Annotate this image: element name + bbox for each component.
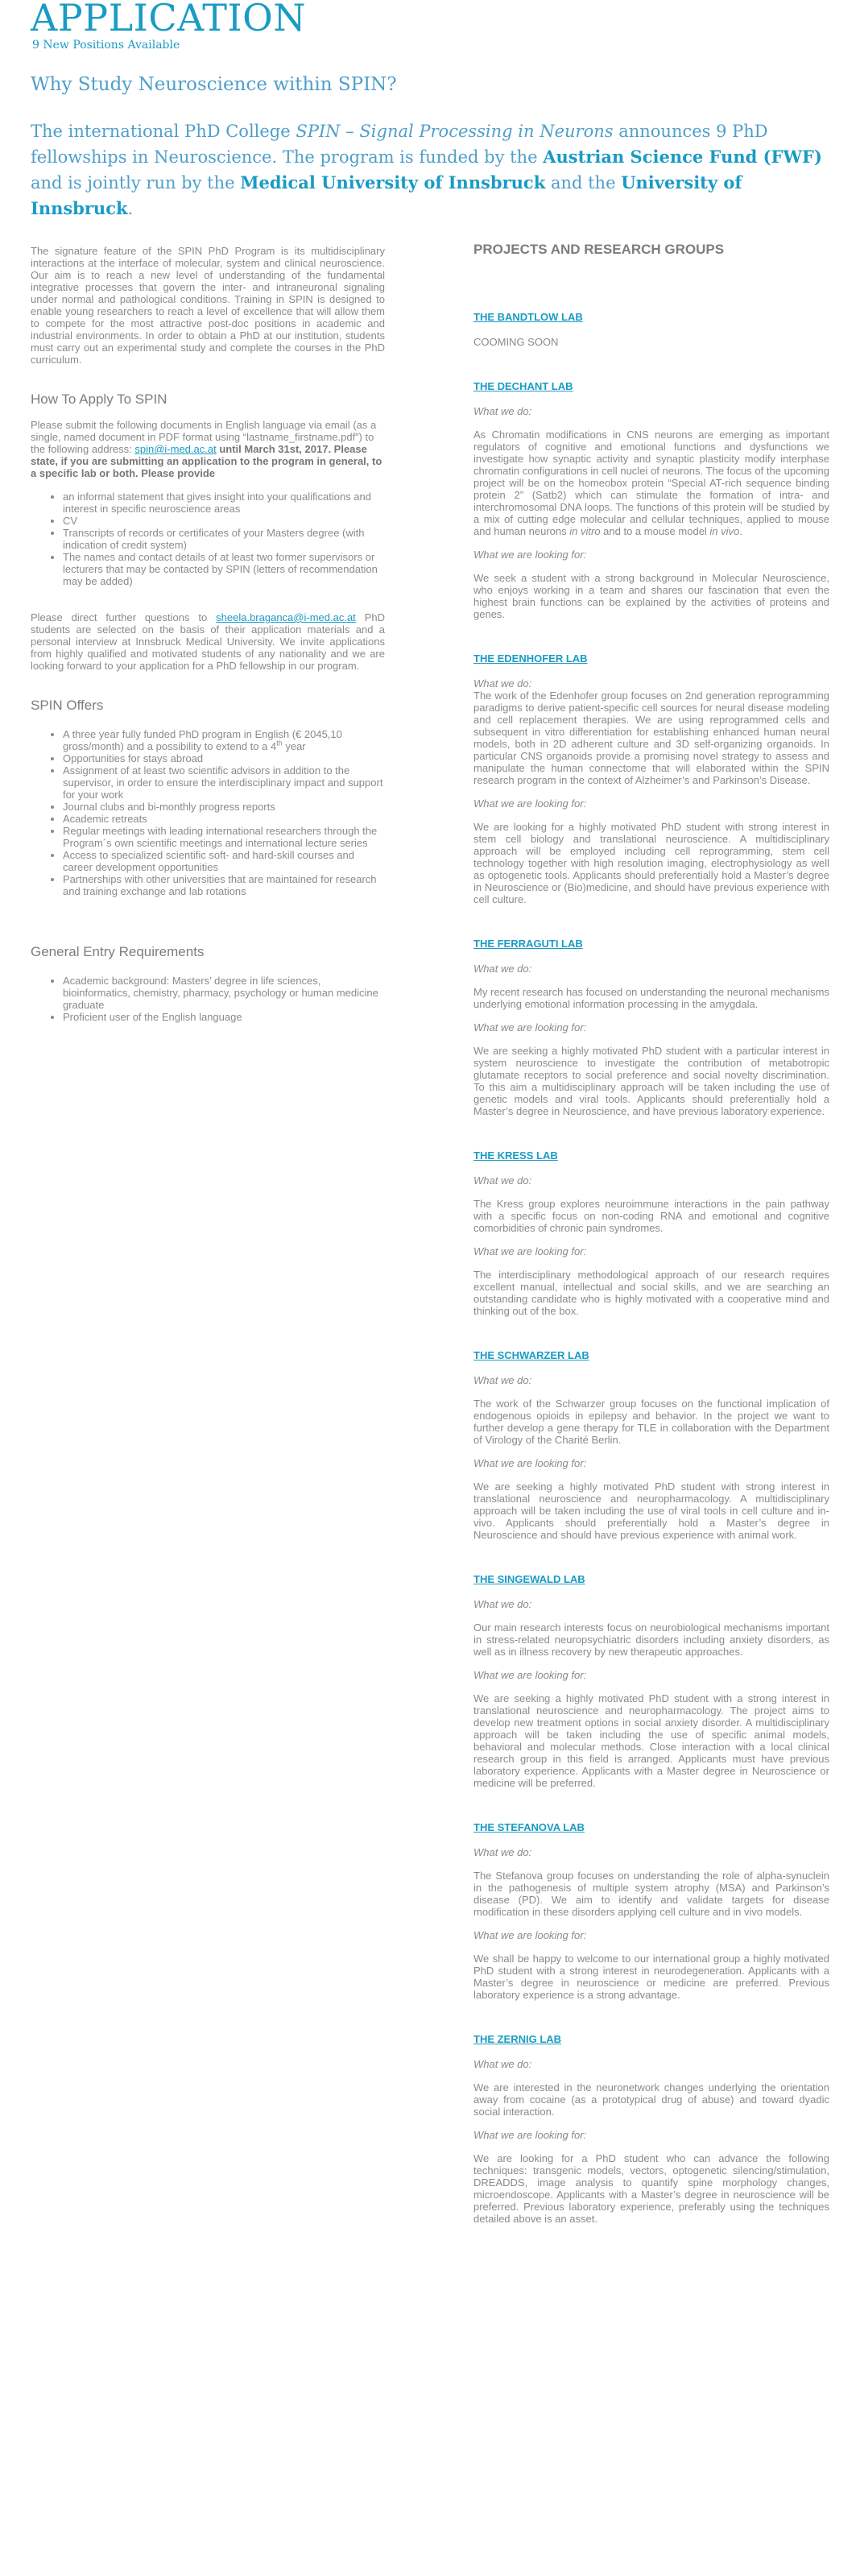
lab-description: The Stefanova group focuses on understanding the role of alpha-synuclein in the pathogenesis of multiple system atrophy (MSA) and Parkinson’s disease (PD). We aim to identify and validate targets for disease modification in these disorders applying cell culture and in vivo models. [473, 1870, 829, 1918]
lab-description: My recent research has focused on understanding the neuronal mechanisms underlying emotional information processing in the amygdala. [473, 986, 829, 1010]
requirements-list [31, 975, 385, 1023]
list-item [63, 728, 385, 752]
lab-requirements: We shall be happy to welcome to our international group a highly motivated PhD student with a strong interest in neurodegeneration. Applicants with a Master’s degree in neuroscience or medicine are preferred. Previous laboratory experience is a strong advantage. [473, 1953, 829, 2001]
what-we-do-label: What we do: [473, 1846, 532, 1858]
lab-kress [473, 1149, 829, 1317]
page-title: APPLICATION [31, 0, 307, 39]
lab-ferraguti [473, 938, 829, 1117]
apply-deadline: until March 31st, 2017. Please state, if you are submitting an application to the program in general, to a specific lab or both. Please provide [31, 443, 382, 479]
looking-for-label: What we are looking for: [473, 1929, 587, 1941]
lab-description: Our main research interests focus on neurobiological mechanisms important in stress-related neuropsychiatric disorders including anxiety disorders, as well as in illness recovery by new therapeutic approaches. [473, 1621, 829, 1658]
lab-singewald [473, 1573, 829, 1789]
looking-for-label: What we are looking for: [473, 2129, 587, 2141]
left-column [31, 245, 385, 1023]
offers-list [31, 728, 385, 897]
lab-link-stefanova[interactable]: THE STEFANOVA LAB [473, 1821, 585, 1833]
list-item: • Assignment of at least two scientific advisors in addition to the supervisor, in order to ensure the interdisciplinary impact and support for your work [63, 764, 385, 801]
lab-description: The work of the Edenhofer group focuses on 2nd generation reprogramming paradigms to derive patient-specific cell sources for neural disease modeling and cell replacement therapies. We are using reprogrammed cells and subsequent in vitro differentiation for establishing enhanced human neural models, both in 2D adherent culture and 3D self-organizing organoids. In particular CNS organoids provide a promising novel strategy to assess and manipulate the human connectome that will elaborated within the SPIN research program in the context of Alzheimer’s and Parkinson’s Disease. [473, 690, 829, 786]
lab-link-ferraguti[interactable]: THE FERRAGUTI LAB [473, 938, 583, 950]
lab-requirements: We are seeking a highly motivated PhD student with a particular interest in system neuroscience to investigate the contribution of metabotropic glutamate receptors to social preference and social novelty discrimination. To this aim a multidisciplinary approach will be taken including the use of genetic models and viral tools. Applicants should preferentially hold a Master’s degree in Neuroscience, and have previous laboratory experience. [473, 1045, 829, 1117]
intro-paragraph [31, 118, 836, 222]
apply-heading: How To Apply To SPIN [31, 391, 167, 407]
apply-list [31, 491, 385, 587]
looking-for-label: What we are looking for: [473, 549, 587, 561]
looking-for-label: What we are looking for: [473, 797, 587, 810]
list-item: • Partnerships with other universities that are maintained for research and training exchange and lab rotations [63, 873, 385, 897]
what-we-do-label: What we do: [473, 2058, 532, 2070]
what-we-do-label: What we do: [473, 1174, 532, 1187]
list-item: • Regular meetings with leading international researchers through the Program´s own scientific meetings and international lecture series [63, 825, 385, 849]
lab-requirements: We seek a student with a strong background in Molecular Neuroscience, who enjoys working in a team and shares our fascination that even the highest brain functions can be explained by the activities of proteins and genes. [473, 572, 829, 620]
looking-for-label: What we are looking for: [473, 1245, 587, 1257]
looking-for-label: What we are looking for: [473, 1457, 587, 1469]
lab-text-italic: in vitro [569, 525, 601, 537]
offer-text: year [282, 740, 306, 752]
intro-text: . [127, 199, 134, 218]
intro-text: and the [545, 173, 622, 193]
lab-text: . [739, 525, 742, 537]
why-heading: Why Study Neuroscience within SPIN? [31, 74, 397, 95]
lab-bandtlow [473, 311, 829, 348]
lab-link-edenhofer[interactable]: THE EDENHOFER LAB [473, 652, 588, 665]
about-paragraph: The signature feature of the SPIN PhD Program is its multidisciplinary interactions at the interface of molecular, system and clinical neuroscience. Our aim is to reach a new level of understanding of the fundamental integrative processes that govern the inter- and intraneuronal signaling under normal and pathological conditions. Training in SPIN is designed to enable young researchers to reach a level of excellence that will allow them to compete for the most attractive post-doc positions in academic and industrial environments. In order to obtain a PhD at our institution, students must carry out an experimental study and complete the courses in the PhD curriculum. [31, 245, 385, 366]
lab-requirements: The interdisciplinary methodological approach of our research requires excellent manual, intellectual and social skills, and we are searching an outstanding candidate who is highly motivated with a cooperative mind and thinking out of the box. [473, 1269, 829, 1317]
questions-paragraph [31, 611, 385, 672]
lab-edenhofer [473, 652, 829, 905]
list-item: • Academic background: Masters’ degree in life sciences, bioinformatics, chemistry, pharmacy, psychology or human medicine graduate [63, 975, 385, 1011]
list-item: • Opportunities for stays abroad [63, 752, 385, 764]
program-name: SPIN – Signal Processing in Neurons [296, 122, 614, 141]
what-we-do-label: What we do: [473, 1374, 532, 1386]
page-subtitle: 9 New Positions Available [32, 39, 180, 52]
lab-link-kress[interactable]: THE KRESS LAB [473, 1149, 558, 1162]
university-name: Medical University of Innsbruck [240, 172, 546, 193]
lab-description: The Kress group explores neuroimmune interactions in the pain pathway with a specific focus on non-coding RNA and emotional and cognitive comorbidities of chronic pain syndromes. [473, 1198, 829, 1234]
lab-dechant [473, 380, 829, 620]
lab-text-italic: in vivo [709, 525, 740, 537]
questions-text: Please direct further questions to [31, 611, 217, 623]
what-we-do-label: What we do: [473, 677, 532, 690]
lab-text: As Chromatin modifications in CNS neurons are emerging as important regulators of cognitive and emotional functions and dysfunctions we investigate how synaptic activity and synaptic plasticity modify interphase chromatin configurations in cell nuclei of neurons. The focus of the upcoming project will be on the homeobox protein “Special AT-rich sequence binding protein 2” (Satb2) which can stimulate the formation of intra- and interchromosomal DNA loops. The functions of this protein will be studied by a mix of cutting edge molecular and cellular techniques, applied to mouse and human neurons [473, 429, 829, 537]
intro-text: and is jointly run by the [31, 173, 241, 193]
fund-name: Austrian Science Fund (FWF) [543, 147, 822, 167]
lab-link-bandtlow[interactable]: THE BANDTLOW LAB [473, 311, 583, 323]
lab-status: COOMING SOON [473, 336, 559, 348]
what-we-do-label: What we do: [473, 963, 532, 975]
looking-for-label: What we are looking for: [473, 1669, 587, 1681]
lab-text: and to a mouse model [600, 525, 710, 537]
apply-paragraph [31, 419, 385, 479]
list-item: • Access to specialized scientific soft- and hard-skill courses and career development opportunities [63, 849, 385, 873]
intro-text: announces 9 PhD fellowships in Neuroscience. The program is funded by the [31, 122, 768, 167]
lab-requirements: We are seeking a highly motivated PhD student with strong interest in translational neuroscience and neuropharmacology. A multidisciplinary approach will be taken including the use of viral tools in cell culture and in-vivo. Applicants should preferentially hold a Master’s degree in Neuroscience and should have previous experience with animal work. [473, 1481, 829, 1541]
list-item: • CV [63, 515, 385, 527]
lab-link-singewald[interactable]: THE SINGEWALD LAB [473, 1573, 585, 1585]
apply-text: Please submit the following documents in English language via email (as a single, named document in PDF format using “lastname_firstname.pdf”) to the following address: [31, 419, 377, 455]
looking-for-label: What we are looking for: [473, 1021, 587, 1033]
questions-text: PhD students are selected on the basis of their application materials and a personal interview at Innsbruck Medical University. We invite applications from highly qualified and motivated students of any nationality and we are looking forward to your application for a PhD fellowship in our program. [31, 611, 385, 672]
lab-link-schwarzer[interactable]: THE SCHWARZER LAB [473, 1349, 589, 1361]
right-column [473, 242, 829, 2257]
offer-sup: th [276, 739, 283, 748]
list-item: • an informal statement that gives insight into your qualifications and interest in specific neuroscience areas [63, 491, 385, 515]
requirements-heading: General Entry Requirements [31, 944, 205, 959]
offer-text: A three year fully funded PhD program in English (€ 2045,10 gross/month) and a possibility to extend to a 4 [63, 728, 342, 752]
what-we-do-label: What we do: [473, 1598, 532, 1610]
lab-requirements: We are looking for a PhD student who can advance the following techniques: transgenic models, vectors, optogenetic silencing/stimulation, DREADDS, image analysis to quantify spine morphology changes, microendoscope. Applicants with a Master’s degree in neuroscience will be preferred. Previous laboratory experience, preferably using the techniques detailed above is an asset. [473, 2152, 829, 2225]
lab-zernig [473, 2033, 829, 2225]
lab-link-zernig[interactable]: THE ZERNIG LAB [473, 2033, 562, 2045]
lab-stefanova [473, 1821, 829, 2001]
lab-description [473, 429, 829, 537]
what-we-do-label: What we do: [473, 405, 532, 417]
list-item: • The names and contact details of at least two former supervisors or lecturers that may be contacted by SPIN (letters of recommendation may be added) [63, 551, 385, 587]
list-item: • Proficient user of the English language [63, 1011, 385, 1023]
projects-heading: PROJECTS AND RESEARCH GROUPS [473, 242, 725, 257]
lab-requirements: We are looking for a highly motivated PhD student with strong interest in stem cell biology and translational neuroscience. A multidisciplinary approach will be employed including cell reprogramming, stem cell technology together with high resolution imaging, electrophysiology as well as optogenetic tools. Applicants should preferentially hold a Master’s degree in Neuroscience or (Bio)medicine, and should have previous experience with cell culture. [473, 821, 829, 905]
lab-description: The work of the Schwarzer group focuses on the functional implication of endogenous opioids in epilepsy and behavior. In the project we want to further develop a gene therapy for TLE in collaboration with the Department of Virology of the Charité Berlin. [473, 1398, 829, 1446]
offers-heading: SPIN Offers [31, 698, 104, 713]
lab-schwarzer [473, 1349, 829, 1541]
university-name: University of Innsbruck [31, 172, 742, 218]
list-item: • Journal clubs and bi-monthly progress reports [63, 801, 385, 813]
lab-description: We are interested in the neuronetwork changes underlying the orientation away from cocaine (as a prototypical drug of abuse) and toward dyadic social interaction. [473, 2081, 829, 2118]
contact-email-link[interactable]: sheela.braganca@i-med.ac.at [216, 611, 356, 623]
intro-text: The international PhD College [31, 122, 296, 141]
lab-link-dechant[interactable]: THE DECHANT LAB [473, 380, 573, 392]
list-item: • Academic retreats [63, 813, 385, 825]
lab-requirements: We are seeking a highly motivated PhD student with a strong interest in translational neuroscience and neuropharmacology. The project aims to develop new treatment options in social anxiety disorder. A multidisciplinary approach will be taken including the use of specific animal models, behavioral and molecular methods. Close interaction with a local clinical research group in this field is arranged. Applicants must have previous laboratory experience. Applicants with a Master degree in Neuroscience or medicine will be preferred. [473, 1692, 829, 1789]
spin-email-link[interactable]: spin@i-med.ac.at [134, 443, 217, 455]
list-item: • Transcripts of records or certificates of your Masters degree (with indication of credit system) [63, 527, 385, 551]
